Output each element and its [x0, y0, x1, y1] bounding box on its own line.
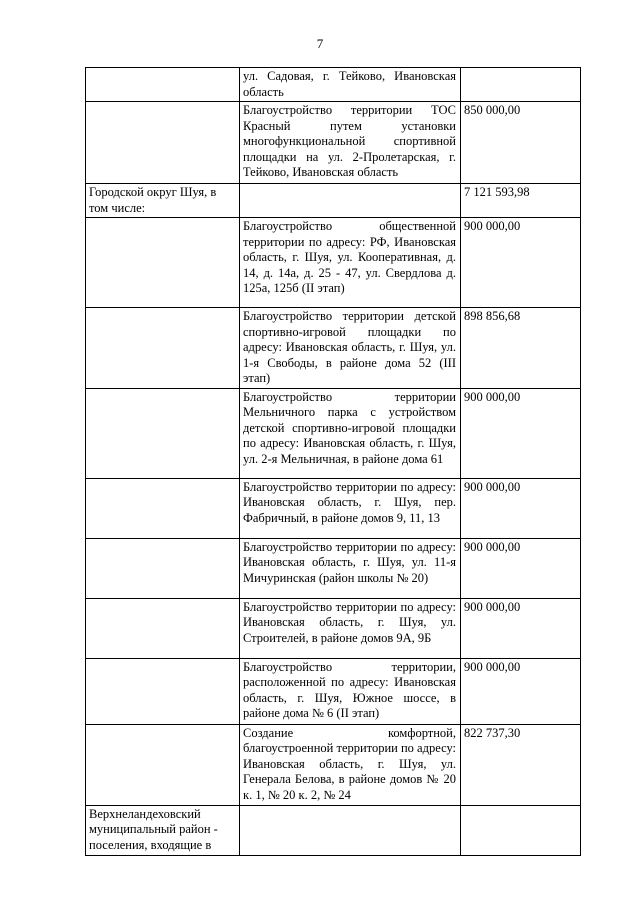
page-number: 7 [316, 36, 324, 51]
amount-cell: 900 000,00 [461, 218, 581, 308]
project-description-cell: Благоустройство территории ТОС Красный путем установки многофункциональной спортивной площадки на ул. 2-Пролетарская, г. Тейково, Ивановская область [240, 102, 461, 184]
amount-cell: 900 000,00 [461, 658, 581, 724]
table-row [86, 218, 581, 308]
project-description-cell: Благоустройство территории по адресу: Ивановская область, г. Шуя, пер. Фабричный, в районе домов 9, 11, 13 [240, 478, 461, 538]
municipality-cell [86, 658, 240, 724]
amount-cell: 898 856,68 [461, 308, 581, 389]
project-description-cell: Благоустройство территории детской спортивно-игровой площадки по адресу: Ивановская область, г. Шуя, ул. 1-я Свободы, в районе дома 52 (III этап) [240, 308, 461, 389]
project-description-cell: Создание комфортной, благоустроенной территории по адресу: Ивановская область, г. Шуя, ул. Генерала Белова, в районе домов № 20 к. 1, № 20 к. 2, № 24 [240, 724, 461, 805]
table-row [86, 388, 581, 478]
municipality-cell [86, 478, 240, 538]
amount-cell: 900 000,00 [461, 388, 581, 478]
project-description-cell: ул. Садовая, г. Тейково, Ивановская область [240, 68, 461, 102]
table-row [86, 724, 581, 805]
amount-cell: 822 737,30 [461, 724, 581, 805]
project-description-cell: Благоустройство территории по адресу: Ивановская область, г. Шуя, ул. 11-я Мичуринская (район школы № 20) [240, 538, 461, 598]
municipality-cell [86, 218, 240, 308]
table-row [86, 478, 581, 538]
municipality-cell [86, 538, 240, 598]
project-description-cell: Благоустройство территории, расположенной по адресу: Ивановская область, г. Шуя, Южное шоссе, в районе дома № 6 (II этап) [240, 658, 461, 724]
municipality-cell: Городской округ Шуя, в том числе: [86, 184, 240, 218]
table-row [86, 598, 581, 658]
project-description-cell: Благоустройство территории по адресу: Ивановская область, г. Шуя, ул. Строителей, в районе домов 9А, 9Б [240, 598, 461, 658]
municipality-cell: Верхнеландеховский муниципальный район - поселения, входящие в [86, 805, 240, 855]
municipality-cell [86, 102, 240, 184]
project-description-cell: Благоустройство общественной территории по адресу: РФ, Ивановская область, г. Шуя, ул. Кооперативная, д. 14, д. 14а, д. 25 - 47, ул. Свердлова д. 125а, 125б (II этап) [240, 218, 461, 308]
amount-cell: 900 000,00 [461, 538, 581, 598]
table-row [86, 184, 581, 218]
amount-cell: 900 000,00 [461, 598, 581, 658]
table-row [86, 658, 581, 724]
project-description-cell [240, 805, 461, 855]
amount-cell: 850 000,00 [461, 102, 581, 184]
amount-cell: 900 000,00 [461, 478, 581, 538]
amount-cell [461, 68, 581, 102]
project-description-cell [240, 184, 461, 218]
municipality-cell [86, 388, 240, 478]
municipality-cell [86, 308, 240, 389]
table-row [86, 102, 581, 184]
amount-cell [461, 805, 581, 855]
table-row [86, 68, 581, 102]
municipality-cell [86, 724, 240, 805]
municipality-cell [86, 598, 240, 658]
table-row [86, 805, 581, 855]
table-row [86, 308, 581, 389]
table-row [86, 538, 581, 598]
budget-table [85, 67, 581, 856]
project-description-cell: Благоустройство территории Мельничного парка с устройством детской спортивно-игровой площадки по адресу: Ивановская область, г. Шуя, ул. 2-я Мельничная, в районе дома 61 [240, 388, 461, 478]
amount-cell: 7 121 593,98 [461, 184, 581, 218]
municipality-cell [86, 68, 240, 102]
